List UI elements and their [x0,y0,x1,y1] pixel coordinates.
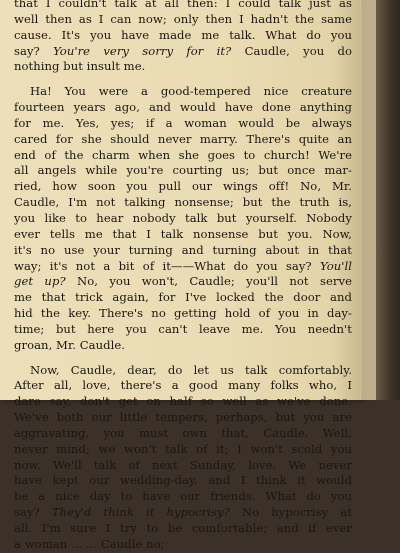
page-text [14,0,352,553]
text-run: all angels while you're courting us; but once mar- [14,163,352,178]
paragraph [14,0,352,75]
text-run: No, you won't, Caudle; you'll not serve [65,274,352,289]
text-line [14,290,352,306]
text-run: groan, Mr. Caudle. [14,337,126,352]
text-line [14,505,352,521]
text-run: you like to hear nobody talk but yourself. Nobody [14,210,352,225]
text-run: hid the key. There's no getting hold of you in day- [14,306,352,321]
text-run: have kept our wedding-day, and I think it would [14,473,352,488]
text-run: it's no use your turning and turning about in that [14,242,352,257]
text-run: After all, love, there's a good many folks who, I [14,378,352,393]
text-line [14,28,352,44]
text-run: me that trick again, for I've locked the door and [14,290,352,305]
text-line [14,473,352,489]
text-run: Now, Caudle, dear, do let us talk comfortably. [30,362,352,377]
text-line [14,521,352,537]
text-line [14,259,352,275]
text-run: way; it's not a bit of it——What do you say? [14,258,320,273]
text-line [14,338,352,354]
text-run: dare say, don't get on half so well as we've done. [14,394,352,409]
text-run: nothing but insult me. [14,59,146,74]
page-stack-edge [362,0,376,400]
text-line [14,179,352,195]
text-run: well then as I can now; only then I hadn't the same [14,11,352,26]
italic-text: They'd think it hypocrisy? [51,505,230,520]
text-run: for me. Yes, yes; if a woman would be always [14,115,352,130]
text-line [14,59,352,75]
text-line [14,274,352,290]
text-run: all. I'm sure I try to be comfortable; and if ever [14,521,352,535]
text-run: be a nice day to have our friends. What do you [14,489,352,504]
text-line [14,306,352,322]
text-line [14,378,352,394]
text-line [14,410,352,426]
text-line [14,84,352,100]
paragraph [14,363,352,553]
text-run: We've both our little tempers, perhaps, but you are [14,410,352,425]
text-line [14,148,352,164]
text-line [14,163,352,179]
text-run: a woman ... ... Caudle no; [14,536,165,551]
text-line [14,363,352,379]
text-line [14,211,352,227]
text-line [14,132,352,148]
paragraph [14,84,352,353]
text-run: fourteen years ago, and would have done anything [14,100,352,115]
text-run: say? [14,43,54,58]
text-line [14,195,352,211]
text-run: aggravating, you must own that, Caudle. Well, [14,425,352,440]
text-run: Caudle, I'm not talking nonsense; but the truth is, [14,195,352,210]
text-run: time; but here you can't leave me. You needn't [14,321,352,336]
italic-text: You're very sorry for it? [53,43,232,58]
text-line [14,322,352,338]
text-run: Caudle, you do [231,43,352,58]
text-run: Ha! You were a good-tempered nice creature [30,84,352,99]
text-run: say? [14,505,52,520]
text-run: end of the charm when she goes to church! We're [14,147,352,162]
text-run: ever tells me that I talk nonsense but you. Now, [14,226,352,241]
text-run: cared for she should never marry. There's quite an [14,131,352,146]
text-line [14,537,352,553]
text-line [14,100,352,116]
text-line [14,489,352,505]
text-line [14,12,352,28]
book-spine [376,0,400,400]
text-line [14,394,352,410]
text-run: that I couldn't talk at all then: I could talk just as [14,0,352,10]
text-line [14,116,352,132]
text-line [14,426,352,442]
text-run: never mind; we won't talk of it; I won't scold you [14,441,352,456]
italic-text: You'll [320,258,352,273]
text-line [14,458,352,474]
text-line [14,442,352,458]
text-run: now. We'll talk of next Sunday, love. We never [14,457,352,472]
italic-text: get up? [14,274,66,289]
text-line [14,227,352,243]
text-line [14,243,352,259]
text-line [14,44,352,60]
text-run: ried, how soon you pull our wings off! No, Mr. [14,179,352,194]
text-run: cause. It's you have made me talk. What do you [14,27,352,42]
text-run: No hypocrisy at [229,505,352,520]
text-line [14,0,352,12]
